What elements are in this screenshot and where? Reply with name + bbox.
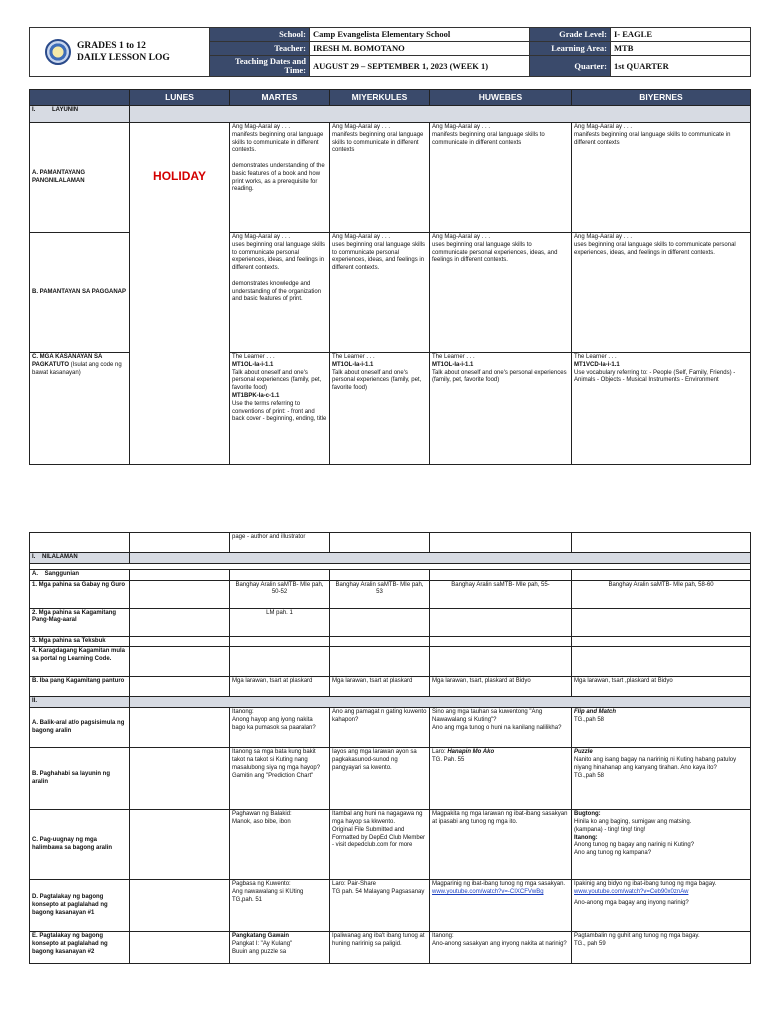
cell-miyerkules: Mga larawan, tsart at plaskard	[330, 677, 430, 697]
row-c-note: (Isulat ang code ng bawat kasanayan)	[32, 361, 122, 376]
cell-martes: LM pah. 1	[230, 608, 330, 636]
activity-title: Hanapin Mo Ako	[447, 749, 495, 756]
cell-biyernes	[572, 708, 751, 748]
quarter-label: Quarter:	[530, 56, 611, 77]
section-nilalaman	[30, 553, 751, 564]
section-layunin	[30, 106, 751, 123]
row-label: A. Sanggunian	[30, 569, 130, 580]
header-brand	[30, 28, 210, 77]
cell-huwebes: Ang Mag-Aaral ay . . . uses beginning oral language skills to communicate personal experiences, ideas, and feelings in different contexts.	[430, 233, 572, 353]
section-nilalaman-label: I. NILALAMAN	[30, 553, 130, 564]
day-lunes: LUNES	[130, 90, 230, 106]
day-biyernes: BIYERNES	[572, 90, 751, 106]
competency-text: Use the terms referring to conventions of print: - front and back cover - beginning, ending, title	[232, 400, 327, 423]
activity-title: Puzzle	[574, 749, 593, 756]
activity-title: Pangkatang Gawain	[232, 933, 290, 940]
video-link[interactable]: www.youtube.com/watch?v=Ceb90x0znAw	[574, 888, 689, 895]
cell-huwebes: Banghay Aralin saMTB- MIe pah, 55-	[430, 580, 572, 608]
cell-huwebes: Itanong: Ano-anong sasakyan ang inyong nakita at narinig?	[430, 932, 572, 964]
cell-miyerkules: Ipaliwanag ang iba't ibang tunog at huning naririnig sa paligid.	[330, 932, 430, 964]
cell-miyerkules	[330, 353, 430, 465]
video-link[interactable]: www.youtube.com/watch?v=-CIXCFVwBg	[432, 888, 544, 895]
cell-huwebes: Ang Mag-Aaral ay . . . manifests beginning oral language skills to communicate in different contexts	[430, 123, 572, 233]
row-label: A. PAMANTAYANG PANGNILALAMAN	[30, 123, 130, 233]
activity-text: Hinila ko ang baging, sumigaw ang matsing. (kampana) - ting! ting! ting!	[574, 818, 692, 833]
cell-biyernes: Ang Mag-Aaral ay . . . manifests beginning oral language skills to communicate in different contexts	[572, 123, 751, 233]
table-row	[30, 810, 751, 880]
activity-text: Ipakinig ang bidyo ng ibat-ibang tunog ng mga bagay.	[574, 881, 717, 888]
deped-seal-icon	[45, 39, 71, 65]
activity-prefix: Laro:	[432, 749, 448, 756]
table-row	[30, 708, 751, 748]
row-label: E. Pagtalakay ng bagong konsepto at paglalahad ng bagong kasanayan #2	[30, 932, 130, 964]
cell-martes: page - author and illustrator	[230, 533, 330, 553]
competency-text: Talk about oneself and one's personal experiences (family, pet, favorite food)	[232, 369, 322, 392]
activity-title: Bugtong:	[574, 811, 601, 818]
table-row	[30, 608, 751, 636]
objectives-table	[29, 89, 751, 465]
cell-biyernes: Ang Mag-Aaral ay . . . uses beginning oral language skills to communicate personal experiences, ideas, and feelings in different contexts.	[572, 233, 751, 353]
activity-text: Ano-anong mga bagay ang inyong narinig?	[574, 899, 689, 906]
competency-code: MT1OL-Ia-i-1.1	[232, 361, 274, 368]
competency-code: MT1VCD-Ia-i-1.1	[574, 361, 620, 368]
cell-huwebes	[430, 353, 572, 465]
row-label: 2. Mga pahina sa Kagamitang Pang-Mag-aaral	[30, 608, 130, 636]
row-label	[30, 353, 130, 465]
row-label: C. Pag-uugnay ng mga halimbawa sa bagong aralin	[30, 810, 130, 880]
cell-martes	[230, 932, 330, 964]
section-layunin-label: I. LAYUNIN	[30, 106, 130, 123]
intro: The Learner . . .	[574, 354, 617, 361]
section-ii	[30, 697, 751, 708]
school-value: Camp Evangelista Elementary School	[310, 28, 530, 42]
grade-value: I- EAGLE	[611, 28, 751, 42]
content-table	[29, 532, 751, 964]
cell-biyernes: Mga larawan, tsart ,plaskard at Bidyo	[572, 677, 751, 697]
day-miyerkules: MIYERKULES	[330, 90, 430, 106]
competency-code: MT1OL-Ia-i-1.1	[432, 361, 474, 368]
activity-text: Magparinig ng ibat-ibang tunog ng mga sasakyan.	[432, 881, 566, 888]
table-row	[30, 533, 751, 553]
table-row	[30, 677, 751, 697]
activity-text: Pangkat I: "Ay Kulang" Buuin ang puzzle sa	[232, 940, 293, 955]
cell-martes: Mga larawan, tsart at plaskard	[230, 677, 330, 697]
table-row	[30, 880, 751, 932]
row-label: 3. Mga pahina sa Teksbuk	[30, 636, 130, 647]
row-label: B. PAMANTAYAN SA PAGGANAP	[30, 233, 130, 353]
header-table	[29, 27, 751, 77]
competency-code: MT1BPK-Ia-c-1.1	[232, 393, 280, 400]
cell-martes: Pagbasa ng Kuwento: Ang nawawalang si KUting TG,pah. 51	[230, 880, 330, 932]
section-ii-label: II.	[30, 697, 130, 708]
table-row	[30, 123, 751, 233]
dates-value: AUGUST 29 – SEPTEMBER 1, 2023 (WEEK 1)	[310, 56, 530, 77]
cell-martes: Ang Mag-Aaral ay . . . uses beginning oral language skills to communicate personal experiences, ideas, and feelings in different contexts. demonstrates knowledge and understanding of the organization and basic features of print.	[230, 233, 330, 353]
activity-text: TG.,pah 58	[574, 716, 605, 723]
row-label: D. Pagtalakay ng bagong konsepto at paglalahad ng bagong kasanayan #1	[30, 880, 130, 932]
teacher-label: Teacher:	[210, 42, 310, 56]
row-label: A. Balik-aral at/o pagsisimula ng bagong aralin	[30, 708, 130, 748]
title-line1: GRADES 1 to 12	[77, 41, 146, 52]
competency-text: Talk about oneself and one's personal experiences (family, pet, favorite food)	[432, 369, 567, 384]
cell-miyerkules: Laro: Pair-Share TG pah. 54 Malayang Pagsasanay	[330, 880, 430, 932]
competency-text: Talk about oneself and one's personal experiences (family, pet, favorite food)	[332, 369, 422, 392]
activity-title: Flip and Match	[574, 709, 616, 716]
cell-miyerkules: Iayos ang mga larawan ayon sa pagkakasunod-sunod ng pangyayari sa kwento.	[330, 748, 430, 810]
day-martes: MARTES	[230, 90, 330, 106]
intro: The Learner . . .	[332, 354, 375, 361]
cell-martes: Banghay Aralin saMTB- MIe pah, 50-52	[230, 580, 330, 608]
title-line2: DAILY LESSON LOG	[77, 53, 170, 64]
cell-huwebes: Magpakita ng mga larawan ng ibat-ibang sasakyan at ipasabi ang tunog ng mga ito.	[430, 810, 572, 880]
cell-miyerkules: Banghay Aralin saMTB- MIe pah, 53	[330, 580, 430, 608]
table-row	[30, 636, 751, 647]
cell-martes	[230, 353, 330, 465]
row-label: B. Iba pang Kagamitang panturo	[30, 677, 130, 697]
intro: The Learner . . .	[232, 354, 275, 361]
table-row	[30, 748, 751, 810]
cell-biyernes	[572, 748, 751, 810]
teacher-value: IRESH M. BOMOTANO	[310, 42, 530, 56]
grade-label: Grade Level:	[530, 28, 611, 42]
row-label: 4. Karagdagang Kagamitan mula sa portal ng Learning Code.	[30, 647, 130, 677]
row-label: 1. Mga pahina sa Gabay ng Guro	[30, 580, 130, 608]
competency-code: MT1OL-Ia-i-1.1	[332, 361, 374, 368]
table-row	[30, 647, 751, 677]
activity-text: TG. Pah. 55	[432, 756, 465, 763]
cell-miyerkules: Itambal ang huni na nagagawa ng mga hayop sa kkwento. Original File Submitted and Formatted by DepEd Club Member - visit depedclub.com for more	[330, 810, 430, 880]
table-row	[30, 569, 751, 580]
school-label: School:	[210, 28, 310, 42]
cell-biyernes: Pagtambalin ng guhit ang tunog ng mga bagay. TG., pah 59	[572, 932, 751, 964]
cell-martes: Paghawan ng Balakid: Manok, aso bibe, ibon	[230, 810, 330, 880]
cell-martes: Itanong sa mga bata kung bakit takot na takot si Kuting nang masalubong siya ng mga hayop? Gamitin ang "Prediction Chart"	[230, 748, 330, 810]
lesson-log-page-1	[29, 27, 750, 472]
lesson-log-page-2	[29, 532, 750, 978]
area-label: Learning Area:	[530, 42, 611, 56]
intro: The Learner . . .	[432, 354, 475, 361]
area-value: MTB	[611, 42, 751, 56]
activity-title: Itanong:	[574, 834, 598, 841]
cell-miyerkules: Ang Mag-Aaral ay . . . manifests beginning oral language skills to communicate in different contexts	[330, 123, 430, 233]
cell-martes: Itanong: Anong hayop ang iyong nakita bago ka pumasok sa paaralan?	[230, 708, 330, 748]
table-row	[30, 932, 751, 964]
dates-label: Teaching Dates and Time:	[210, 56, 310, 77]
activity-text: Nanito ang isang bagay na naririnig ni Kuting habang patuloy niyang hinahanap ang kanyang tirahan. Ano kaya ito? TG.,pah 58	[574, 756, 737, 779]
table-row	[30, 580, 751, 608]
cell-biyernes	[572, 880, 751, 932]
cell-biyernes	[572, 810, 751, 880]
day-huwebes: HUWEBES	[430, 90, 572, 106]
cell-huwebes	[430, 880, 572, 932]
activity-text: Anong tunog ng bagay ang narinig ni Kuting? Ano ang tunog ng kampana?	[574, 842, 695, 857]
cell-biyernes	[572, 353, 751, 465]
competency-text: Use vocabulary referring to: - People (Self, Family, Friends) - Animals - Objects - Musical Instruments - Environment	[574, 369, 736, 384]
row-c-label: C. MGA KASANAYAN SA PAGKATUTO	[32, 354, 103, 368]
cell-miyerkules: Ano ang pamagat n gating kuwento kahapon?	[330, 708, 430, 748]
cell-huwebes	[430, 748, 572, 810]
cell-martes: Ang Mag-Aaral ay . . . manifests beginning oral language skills to communicate in different contexts. demonstrates understanding of the basic features of a book and how print works, as a prerequisite for reading.	[230, 123, 330, 233]
cell-huwebes: Mga larawan, tsart, plaskard at Bidyo	[430, 677, 572, 697]
cell-biyernes: Banghay Aralin saMTB- MIe pah, 58-60	[572, 580, 751, 608]
holiday-label: HOLIDAY	[130, 123, 230, 465]
row-label: B. Paghahabi sa layunin ng aralin	[30, 748, 130, 810]
quarter-value: 1st QUARTER	[611, 56, 751, 77]
cell-miyerkules: Ang Mag-Aaral ay . . . uses beginning oral language skills to communicate personal experiences, ideas, and feelings in different contexts.	[330, 233, 430, 353]
cell-huwebes: Sino ang mga tauhan sa kuwentong "Ang Nawawalang si Kuting"? Ano ang mga tunog o huni na kanilang nalilikha?	[430, 708, 572, 748]
day-header-row	[30, 90, 751, 106]
